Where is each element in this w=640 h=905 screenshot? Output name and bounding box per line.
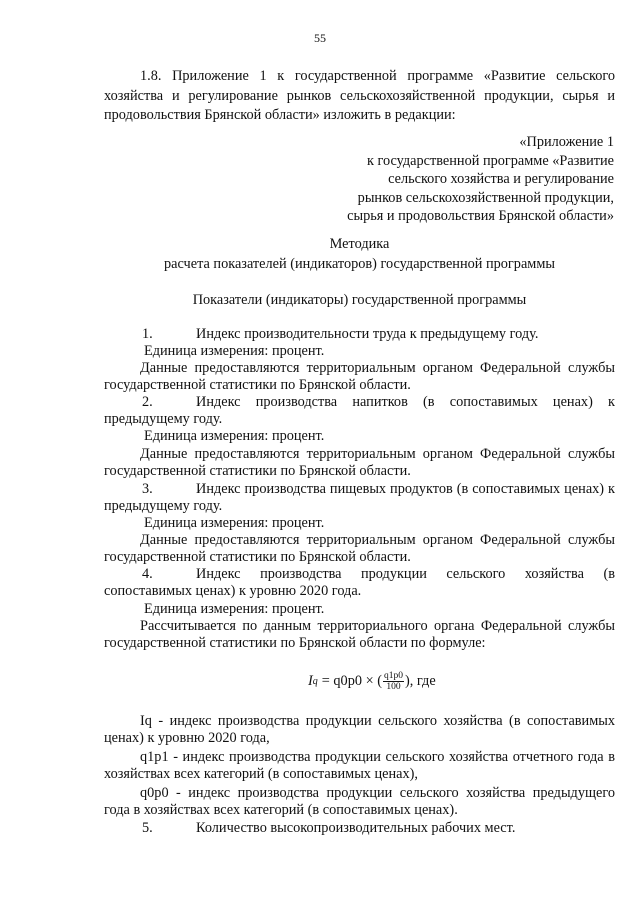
method-title: Методика [329, 236, 390, 252]
item-unit: Единица измерения: процент. [144, 515, 325, 531]
indicator-item-2 [104, 394, 615, 429]
item-number: 4. [142, 566, 153, 582]
appendix-line: рынков сельскохозяйственной продукции, [357, 189, 614, 206]
item-source: Данные предоставляются территориальным органом Федеральной службы государственной статистики по Брянской области. [104, 446, 615, 480]
item-number: 5. [142, 820, 153, 836]
formula [308, 671, 436, 692]
item-text: Индекс производства продукции сельского хозяйства (в сопоставимых ценах) к уровню 2020 года. [104, 566, 615, 600]
item-unit: Единица измерения: процент. [144, 601, 325, 617]
indicator-item-4 [104, 566, 615, 601]
formula-lhs-subscript: q [312, 676, 318, 687]
item-source: Данные предоставляются территориальным органом Федеральной службы государственной статистики по Брянской области. [104, 360, 615, 394]
item-number: 2. [142, 394, 153, 410]
fraction-numerator: q1p0 [383, 671, 403, 681]
item-source: Рассчитывается по данным территориального органа Федеральной службы государственной статистики по Брянской области по формуле: [104, 618, 615, 652]
definition-q0p0: q0p0 - индекс производства продукции сельского хозяйства предыдущего года в хозяйствах всех категорий (в сопоставимых ценах). [104, 785, 615, 819]
appendix-line: «Приложение 1 [519, 134, 614, 150]
formula-tail: ), где [404, 673, 436, 689]
indicator-item-3 [104, 481, 615, 516]
appendix-line: сырья и продовольствия Брянской области» [347, 208, 614, 225]
formula-lhs: I [308, 673, 313, 689]
formula-eq: = q0p0 × ( [321, 673, 382, 689]
item-source: Данные предоставляются территориальным органом Федеральной службы государственной статистики по Брянской области. [104, 532, 615, 566]
intro-paragraph: 1.8. Приложение 1 к государственной программе «Развитие сельского хозяйства и регулирование рынков сельскохозяйственной продукции, сырья и продовольствия Брянской области» изложить в редакции: [104, 68, 615, 123]
definition-iq: Iq - индекс производства продукции сельского хозяйства (в сопоставимых ценах) к уровню 2020 года, [104, 713, 615, 747]
indicator-item-1 [104, 326, 615, 343]
section-title: Показатели (индикаторы) государственной программы [192, 292, 527, 308]
appendix-line: к государственной программе «Развитие [366, 152, 614, 169]
item-text: Количество высокопроизводительных рабочих мест. [196, 820, 516, 836]
item-unit: Единица измерения: процент. [144, 428, 325, 444]
page-number: 55 [314, 31, 326, 45]
appendix-header [314, 133, 614, 226]
item-number: 1. [142, 326, 153, 342]
definition-q1p1: q1p1 - индекс производства продукции сельского хозяйства отчетного года в хозяйствах всех категорий (в сопоставимых ценах), [104, 749, 615, 783]
item-text: Индекс производства напитков (в сопоставимых ценах) к предыдущему году. [104, 394, 615, 428]
fraction-denominator: 100 [386, 682, 401, 692]
item-text: Индекс производства пищевых продуктов (в сопоставимых ценах) к предыдущему году. [104, 481, 615, 515]
formula-fraction [383, 671, 404, 692]
appendix-line: сельского хозяйства и регулирование [388, 171, 614, 188]
item-text: Индекс производительности труда к предыдущему году. [196, 326, 539, 342]
item-unit: Единица измерения: процент. [144, 343, 325, 359]
item-number: 3. [142, 481, 153, 497]
indicator-item-5 [104, 820, 615, 837]
method-subtitle: расчета показателей (индикаторов) государственной программы [164, 256, 555, 272]
